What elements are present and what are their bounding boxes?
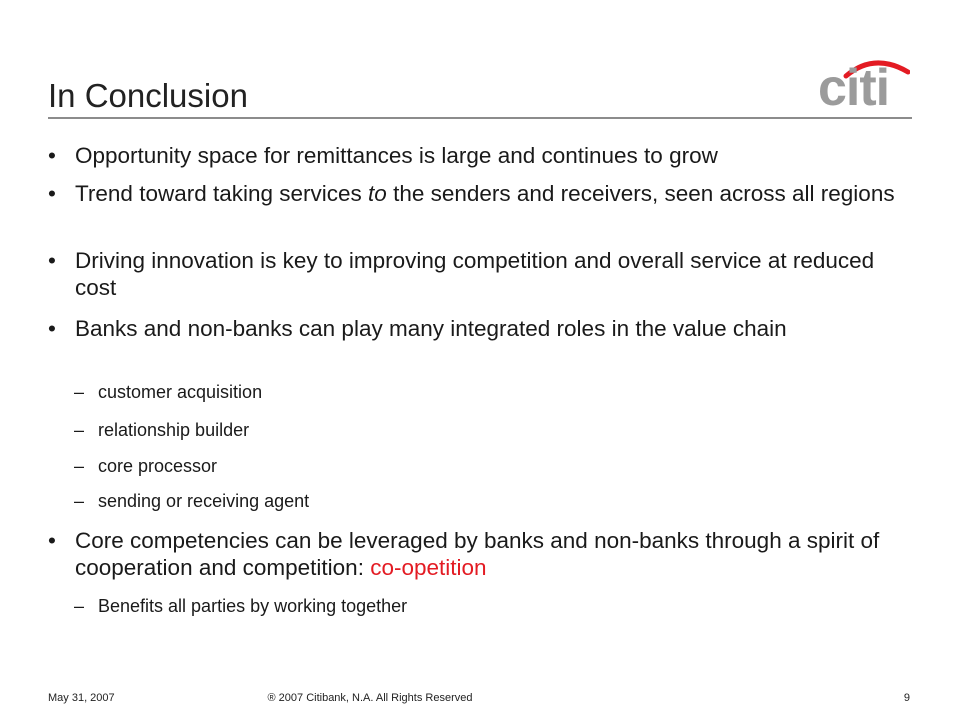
sub-bullet-item: [48, 419, 249, 441]
bullet-marker: •: [48, 143, 56, 168]
citi-logo: [818, 50, 910, 116]
bullet-marker: •: [48, 248, 56, 273]
bullet-text-emphasis: to: [368, 181, 387, 206]
logo-wordmark: citi: [818, 59, 890, 117]
bullet-marker: •: [48, 316, 56, 341]
footer-date: May 31, 2007: [48, 692, 115, 704]
bullet-item: [48, 527, 908, 581]
sub-bullet-item: [48, 595, 407, 617]
slide-title: In Conclusion: [48, 77, 248, 114]
dash-marker: –: [74, 420, 85, 440]
dash-marker: –: [74, 491, 85, 511]
title-divider: [48, 117, 912, 119]
sub-bullet-item: [48, 381, 262, 403]
bullet-text: Driving innovation is key to improving competition and overall service at reduced cost: [75, 248, 875, 300]
sub-bullet-item: [48, 455, 217, 477]
sub-bullet-text: customer acquisition: [98, 382, 263, 402]
bullet-text: Banks and non-banks can play many integrated roles in the value chain: [75, 316, 787, 341]
sub-bullet-text: sending or receiving agent: [98, 491, 310, 511]
bullet-item: [48, 247, 908, 301]
bullet-item: [48, 180, 895, 207]
sub-bullet-item: [48, 490, 309, 512]
bullet-text-after: the senders and receivers, seen across all regions: [386, 181, 895, 206]
bullet-text: Core competencies can be leveraged by banks and non-banks through a spirit of cooperation and competition:: [75, 528, 880, 580]
sub-bullet-text: core processor: [98, 456, 218, 476]
dash-marker: –: [74, 596, 85, 616]
bullet-text-before: Trend toward taking services: [75, 181, 369, 206]
bullet-item: [48, 315, 787, 342]
bullet-text: Opportunity space for remittances is large and continues to grow: [75, 143, 718, 168]
page-number: 9: [903, 692, 910, 704]
dash-marker: –: [74, 382, 85, 402]
sub-bullet-text: relationship builder: [98, 420, 250, 440]
bullet-marker: •: [48, 528, 56, 553]
sub-bullet-text: Benefits all parties by working together: [98, 596, 408, 616]
dash-marker: –: [74, 456, 85, 476]
bullet-item: [48, 142, 718, 169]
highlight-term: co-opetition: [370, 555, 487, 580]
bullet-marker: •: [48, 181, 56, 206]
footer-copyright: ® 2007 Citibank, N.A. All Rights Reserved: [267, 692, 473, 704]
